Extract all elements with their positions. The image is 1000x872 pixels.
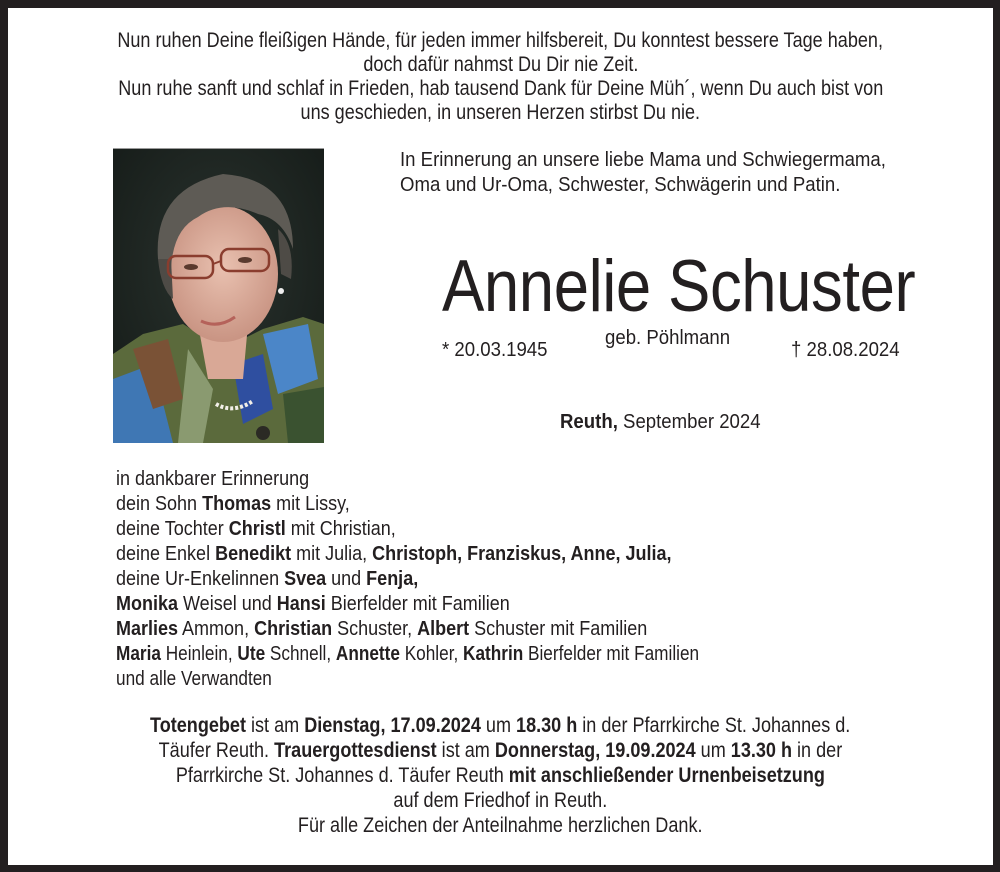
place-date: [560, 412, 776, 432]
family-text: und: [326, 568, 367, 590]
family-name: Marlies: [116, 618, 179, 640]
intro-text: In Erinnerung an unsere liebe Mama und Schwiegermama,: [400, 149, 886, 171]
deceased-name: [442, 246, 986, 327]
deceased-name-text: Annelie Schuster: [442, 246, 916, 327]
service-text: um: [695, 739, 731, 762]
intro-text: Oma und Ur-Oma, Schwester, Schwägerin und Patin.: [400, 174, 841, 196]
service-text: ist am: [246, 714, 305, 737]
family-name: Annette: [335, 643, 400, 665]
poem-text: Nun ruhen Deine fleißigen Hände, für jeden immer hilfsbereit, Du konntest bessere Tage haben,: [117, 29, 884, 52]
family-text: mit Lissy,: [271, 493, 350, 515]
intro-line-1: [400, 150, 923, 170]
service-label: mit anschließender Urnenbeisetzung: [508, 764, 826, 787]
service-label: Trauergottesdienst: [274, 739, 437, 762]
service-text: Pfarrkirche St. Johannes d. Täufer Reuth: [175, 764, 509, 787]
family-name: Benedikt: [215, 543, 292, 565]
family-name: Christian: [254, 618, 333, 640]
family-text: Ammon,: [178, 618, 255, 640]
portrait-photo-icon: [113, 149, 324, 443]
family-line: [116, 569, 452, 589]
death-date: [791, 340, 908, 360]
thanks-line: [8, 815, 993, 836]
family-text: deine Enkel: [116, 543, 216, 565]
poem-line-2: [8, 54, 993, 75]
poem-line-4: [8, 102, 993, 123]
family-text: dein Sohn: [116, 493, 203, 515]
service-time: 18.30 h: [516, 714, 578, 737]
services-line-2: [8, 740, 993, 761]
family-text: deine Tochter: [116, 518, 229, 540]
intro-line-2: [400, 175, 874, 195]
death-date-text: † 28.08.2024: [791, 339, 900, 361]
family-text: Schuster mit Familien: [469, 618, 648, 640]
service-text: um: [481, 714, 517, 737]
family-name: Thomas: [202, 493, 272, 515]
family-name: Svea: [284, 568, 327, 590]
family-line: [116, 669, 297, 689]
service-text: ist am: [436, 739, 495, 762]
maiden-name-text: geb. Pöhlmann: [605, 327, 731, 349]
family-name: Christoph, Franziskus, Anne, Julia,: [372, 543, 672, 565]
portrait-photo: [113, 148, 324, 443]
family-line: [116, 594, 554, 614]
services-line-4: [8, 790, 993, 811]
poem-text: Nun ruhe sanft und schlaf in Frieden, hab tausend Dank für Deine Müh´, wenn Du auch bist von: [118, 77, 883, 100]
family-line: [116, 469, 331, 489]
poem-text: doch dafür nahmst Du Dir nie Zeit.: [362, 53, 639, 76]
birth-date: [442, 340, 555, 360]
service-date: Donnerstag, 19.09.2024: [494, 739, 696, 762]
family-text: mit Julia,: [291, 543, 373, 565]
service-label: Totengebet: [150, 714, 247, 737]
family-name: Kathrin: [463, 643, 524, 665]
family-name: Hansi: [276, 593, 326, 615]
service-text: in der: [792, 739, 843, 762]
family-name: Christl: [228, 518, 286, 540]
family-name: Ute: [237, 643, 266, 665]
family-line: [116, 619, 706, 639]
family-name: Maria: [116, 643, 161, 665]
family-text: Heinlein,: [160, 643, 238, 665]
poem-text: uns geschieden, in unseren Herzen stirbst Du nie.: [300, 101, 701, 124]
service-text: in der Pfarrkirche St. Johannes d.: [577, 714, 851, 737]
family-line: [116, 494, 376, 514]
notice-date: September 2024: [623, 411, 761, 433]
family-text: Kohler,: [399, 643, 464, 665]
family-text: deine Ur-Enkelinnen: [116, 568, 285, 590]
thanks-text: Für alle Zeichen der Anteilnahme herzlichen Dank.: [298, 814, 703, 837]
family-name: Albert: [417, 618, 470, 640]
poem-line-3: [8, 78, 993, 99]
family-text: Bierfelder mit Familien: [325, 593, 510, 615]
place-name: Reuth,: [560, 411, 618, 433]
obituary-notice: [8, 8, 993, 865]
poem-line-1: [8, 30, 993, 51]
services-line-1: [8, 715, 993, 736]
family-name: Fenja,: [366, 568, 419, 590]
family-text: Schuster,: [332, 618, 418, 640]
service-text: auf dem Friedhof in Reuth.: [393, 789, 608, 812]
service-date: Dienstag, 17.09.2024: [304, 714, 482, 737]
maiden-name: [605, 328, 740, 348]
family-text: in dankbarer Erinnerung: [116, 468, 310, 490]
family-text: Schnell,: [265, 643, 336, 665]
family-text: und alle Verwandten: [116, 668, 272, 690]
family-text: mit Christian,: [285, 518, 396, 540]
family-line: [116, 644, 794, 664]
family-text: Weisel und: [178, 593, 277, 615]
family-line: [116, 544, 733, 564]
services-line-3: [8, 765, 993, 786]
service-text: Täufer Reuth.: [158, 739, 275, 762]
service-time: 13.30 h: [730, 739, 793, 762]
family-name: Monika: [116, 593, 179, 615]
family-text: Bierfelder mit Familien: [523, 643, 700, 665]
family-line: [116, 519, 427, 539]
birth-date-text: * 20.03.1945: [442, 339, 548, 361]
